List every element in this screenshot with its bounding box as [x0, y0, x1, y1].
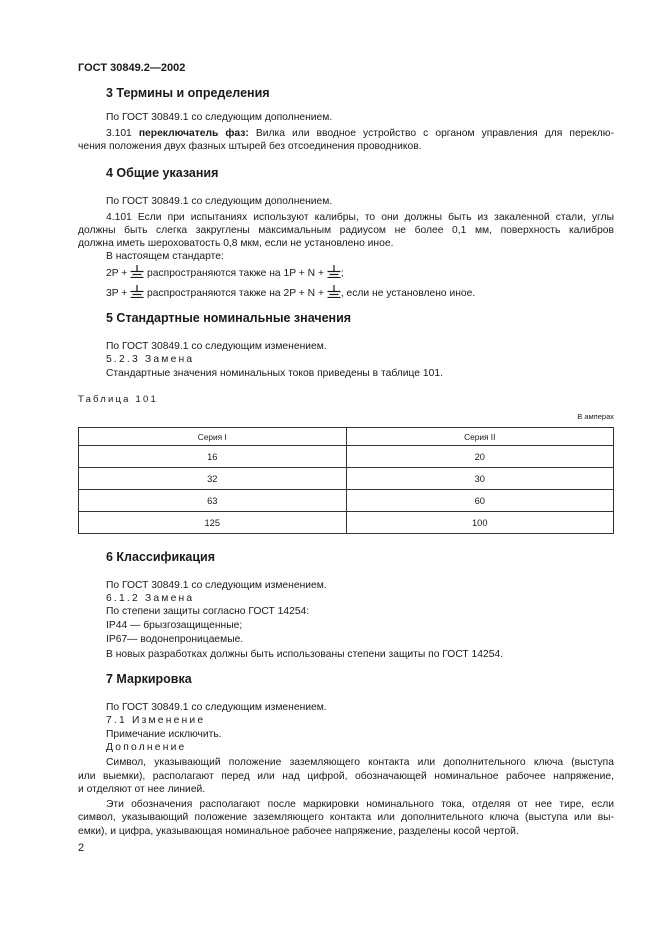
table-header-row [79, 428, 614, 446]
table-header-series-1: Серия I [79, 428, 347, 446]
table-row [79, 468, 614, 490]
section-4-heading: 4 Общие указания [106, 166, 219, 180]
table-row [79, 446, 614, 468]
section-5-intro: По ГОСТ 30849.1 со следующим изменением. [106, 341, 327, 352]
table-cell: 16 [79, 446, 347, 468]
equivalence-row-1 [106, 265, 344, 280]
section-7-heading: 7 Маркировка [106, 672, 192, 686]
section-7-para1-line1: Символ, указывающий положение заземляющего контакта или дополнительного ключа (выступа [106, 757, 614, 768]
section-5-clause: 5.2.3 Замена [106, 354, 195, 365]
definition-text-line1: Вилка или вводное устройство с органом управления для переклю- [255, 128, 614, 139]
definition-number: 3.101 [106, 128, 132, 139]
table-cell: 30 [346, 468, 614, 490]
nominal-currents-table [78, 427, 614, 534]
section-6-line4: В новых разработках должны быть использованы степени защиты по ГОСТ 14254. [106, 649, 504, 660]
section-7-para1-line2: или выемки), располагают перед или над цифрой, обозначающей номинальное рабочее напряжение, [78, 771, 614, 782]
document-header: ГОСТ 30849.2—2002 [78, 62, 186, 74]
definition-text-line2: чения положения двух фазных штырей без отсоединения проводников. [78, 141, 422, 152]
table-cell: 63 [79, 490, 347, 512]
section-7-para2-line1: Эти обозначения располагают после маркировки номинального тока, отделяя от нее тире, если [106, 799, 614, 810]
section-6-line1: По степени защиты согласно ГОСТ 14254: [106, 606, 310, 617]
section-3-intro: По ГОСТ 30849.1 со следующим дополнением. [106, 112, 333, 123]
section-7-clause-2: Дополнение [106, 742, 187, 753]
clause-4-101-line1: 4.101 Если при испытаниях используют калибры, то они должны быть из закаленной стали, углы [106, 212, 614, 223]
page-number: 2 [78, 842, 85, 854]
equivalence-row-2-text: распространяются также на 2P + N + [147, 288, 327, 299]
table-cell: 100 [346, 512, 614, 534]
clause-4-note: В настоящем стандарте: [106, 251, 224, 262]
earth-symbol-icon [327, 265, 341, 278]
section-3-definition [106, 127, 614, 140]
table-row [79, 490, 614, 512]
table-unit: В амперах [577, 412, 614, 421]
section-6-intro: По ГОСТ 30849.1 со следующим изменением. [106, 580, 327, 591]
equivalence-row-2 [106, 285, 475, 300]
table-cell: 60 [346, 490, 614, 512]
table-caption: Таблица 101 [78, 394, 158, 405]
earth-symbol-icon [327, 285, 341, 298]
section-7-para2-line3: емки), и цифра, указывающая номинальное рабочее напряжение, разделены косой чертой. [78, 826, 519, 837]
section-4-intro: По ГОСТ 30849.1 со следующим дополнением. [106, 196, 333, 207]
table-cell: 125 [79, 512, 347, 534]
section-3-heading: 3 Термины и определения [106, 86, 270, 100]
equivalence-row-1-end: ; [340, 268, 344, 279]
earth-symbol-icon [130, 285, 144, 298]
equivalence-row-2-from: 3P + [106, 288, 131, 299]
section-6-line3: IP67— водонепроницаемые. [106, 634, 244, 645]
table-header-series-2: Серия II [346, 428, 614, 446]
section-7-para2-line2: символ, указывающий положение заземляющего контакта или дополнительного ключа (выступа или вы- [78, 812, 614, 823]
section-5-heading: 5 Стандартные номинальные значения [106, 311, 352, 325]
section-6-line2: IP44 — брызгозащищенные; [106, 620, 243, 631]
equivalence-row-1-from: 2P + [106, 268, 131, 279]
table-cell: 32 [79, 468, 347, 490]
table-row [79, 512, 614, 534]
section-7-intro: По ГОСТ 30849.1 со следующим изменением. [106, 702, 327, 713]
equivalence-row-2-end: , если не установлено иное. [340, 288, 476, 299]
earth-symbol-icon [130, 265, 144, 278]
table-cell: 20 [346, 446, 614, 468]
section-7-clause-1: 7.1 Изменение [106, 715, 206, 726]
clause-4-101-line3: должна иметь шероховатость 0,8 мкм, если не установлено иное. [78, 238, 394, 249]
section-6-clause: 6.1.2 Замена [106, 593, 195, 604]
equivalence-row-1-text: распространяются также на 1P + N + [147, 268, 327, 279]
section-7-para1-line3: и отделяют от нее линией. [78, 784, 206, 795]
section-7-line1: Примечание исключить. [106, 729, 222, 740]
section-6-heading: 6 Классификация [106, 550, 216, 564]
clause-4-101-line2: должны быть слегка закруглены максимальным радиусом не более 0,1 мм, поверхность калибров [78, 225, 614, 236]
section-5-text: Стандартные значения номинальных токов приведены в таблице 101. [106, 368, 443, 379]
definition-term: переключатель фаз: [138, 128, 249, 139]
